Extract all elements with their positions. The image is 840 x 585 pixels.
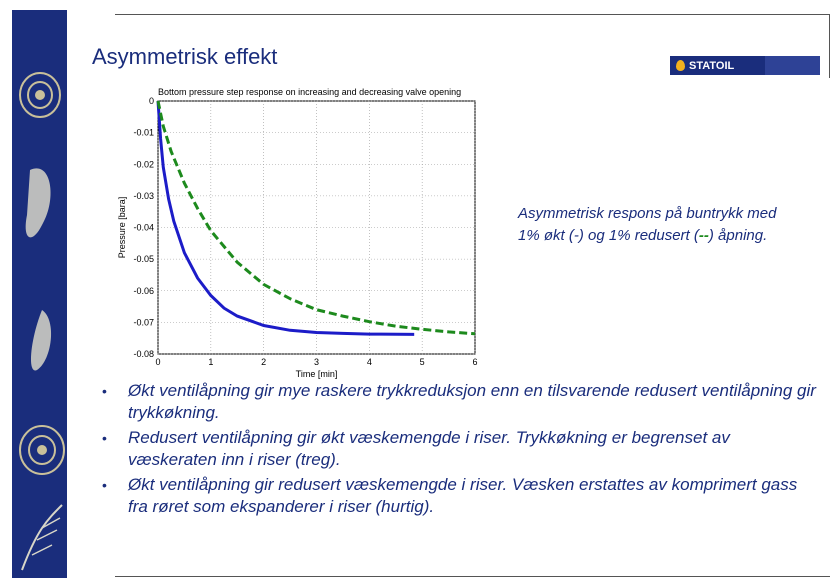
x-tick-label: 4: [366, 357, 372, 367]
x-tick-label: 0: [155, 357, 161, 367]
bottom-divider: [115, 576, 830, 577]
decorative-side-band: [12, 10, 67, 578]
logo-text: STATOIL: [689, 59, 735, 72]
statoil-logo: [670, 56, 820, 75]
x-tick-label: 6: [472, 357, 478, 367]
bullet-list: [98, 380, 818, 521]
top-divider: [115, 14, 830, 15]
bullet-dot: •: [102, 383, 107, 399]
x-tick-label: 3: [313, 357, 320, 367]
bullet-item: [98, 427, 818, 471]
x-tick-label: 2: [261, 357, 267, 367]
bullet-text: Redusert ventilåpning gir økt væskemengde i riser. Trykkøkning er begrenset av væskeraten inn i riser (treg).: [128, 428, 730, 469]
y-tick-label: -0.05: [133, 254, 154, 265]
bullet-item: [98, 380, 818, 424]
y-tick-label: -0.07: [133, 317, 154, 328]
x-tick-label: 5: [419, 357, 425, 367]
bullet-dot: •: [102, 477, 107, 493]
x-tick-label: 1: [208, 357, 214, 367]
y-tick-label: -0.08: [133, 349, 154, 359]
bullet-text: Økt ventilåpning gir redusert væskemengde i riser. Væsken erstattes av komprimert gass fra røret som ekspanderer i riser (hurtig).: [128, 475, 798, 516]
right-divider: [829, 14, 830, 78]
y-axis-label: Pressure [bara]: [117, 196, 127, 259]
fossil-pattern-icon: [12, 10, 67, 578]
bullet-dot: •: [102, 430, 107, 446]
bullet-text: Økt ventilåpning gir mye raskere trykkreduksjon enn en tilsvarende redusert ventilåpning gir trykkøkning.: [128, 381, 816, 422]
chart-caption: [518, 203, 798, 247]
y-tick-label: -0.03: [133, 190, 154, 201]
slide-title: Asymmetrisk effekt: [92, 44, 278, 69]
bullet-item: [98, 474, 818, 518]
x-axis-label: Time [min]: [295, 369, 338, 379]
y-tick-label: -0.01: [133, 127, 154, 138]
y-tick-label: -0.02: [133, 159, 154, 170]
chart-title: Bottom pressure step response on increasing and decreasing valve opening: [158, 87, 462, 97]
caption-text-1: Asymmetrisk respons på buntrykk med 1% økt (-) og 1% redusert (: [518, 205, 777, 244]
y-tick-label: -0.06: [133, 285, 154, 296]
caption-text-2: ) åpning.: [708, 227, 768, 244]
statoil-drop-icon: [676, 60, 685, 71]
caption-dash-marker: --: [698, 227, 709, 244]
y-tick-label: 0: [148, 96, 154, 106]
y-tick-label: -0.04: [133, 222, 154, 233]
logo-shade: [765, 56, 820, 75]
pressure-response-chart: [110, 80, 485, 379]
